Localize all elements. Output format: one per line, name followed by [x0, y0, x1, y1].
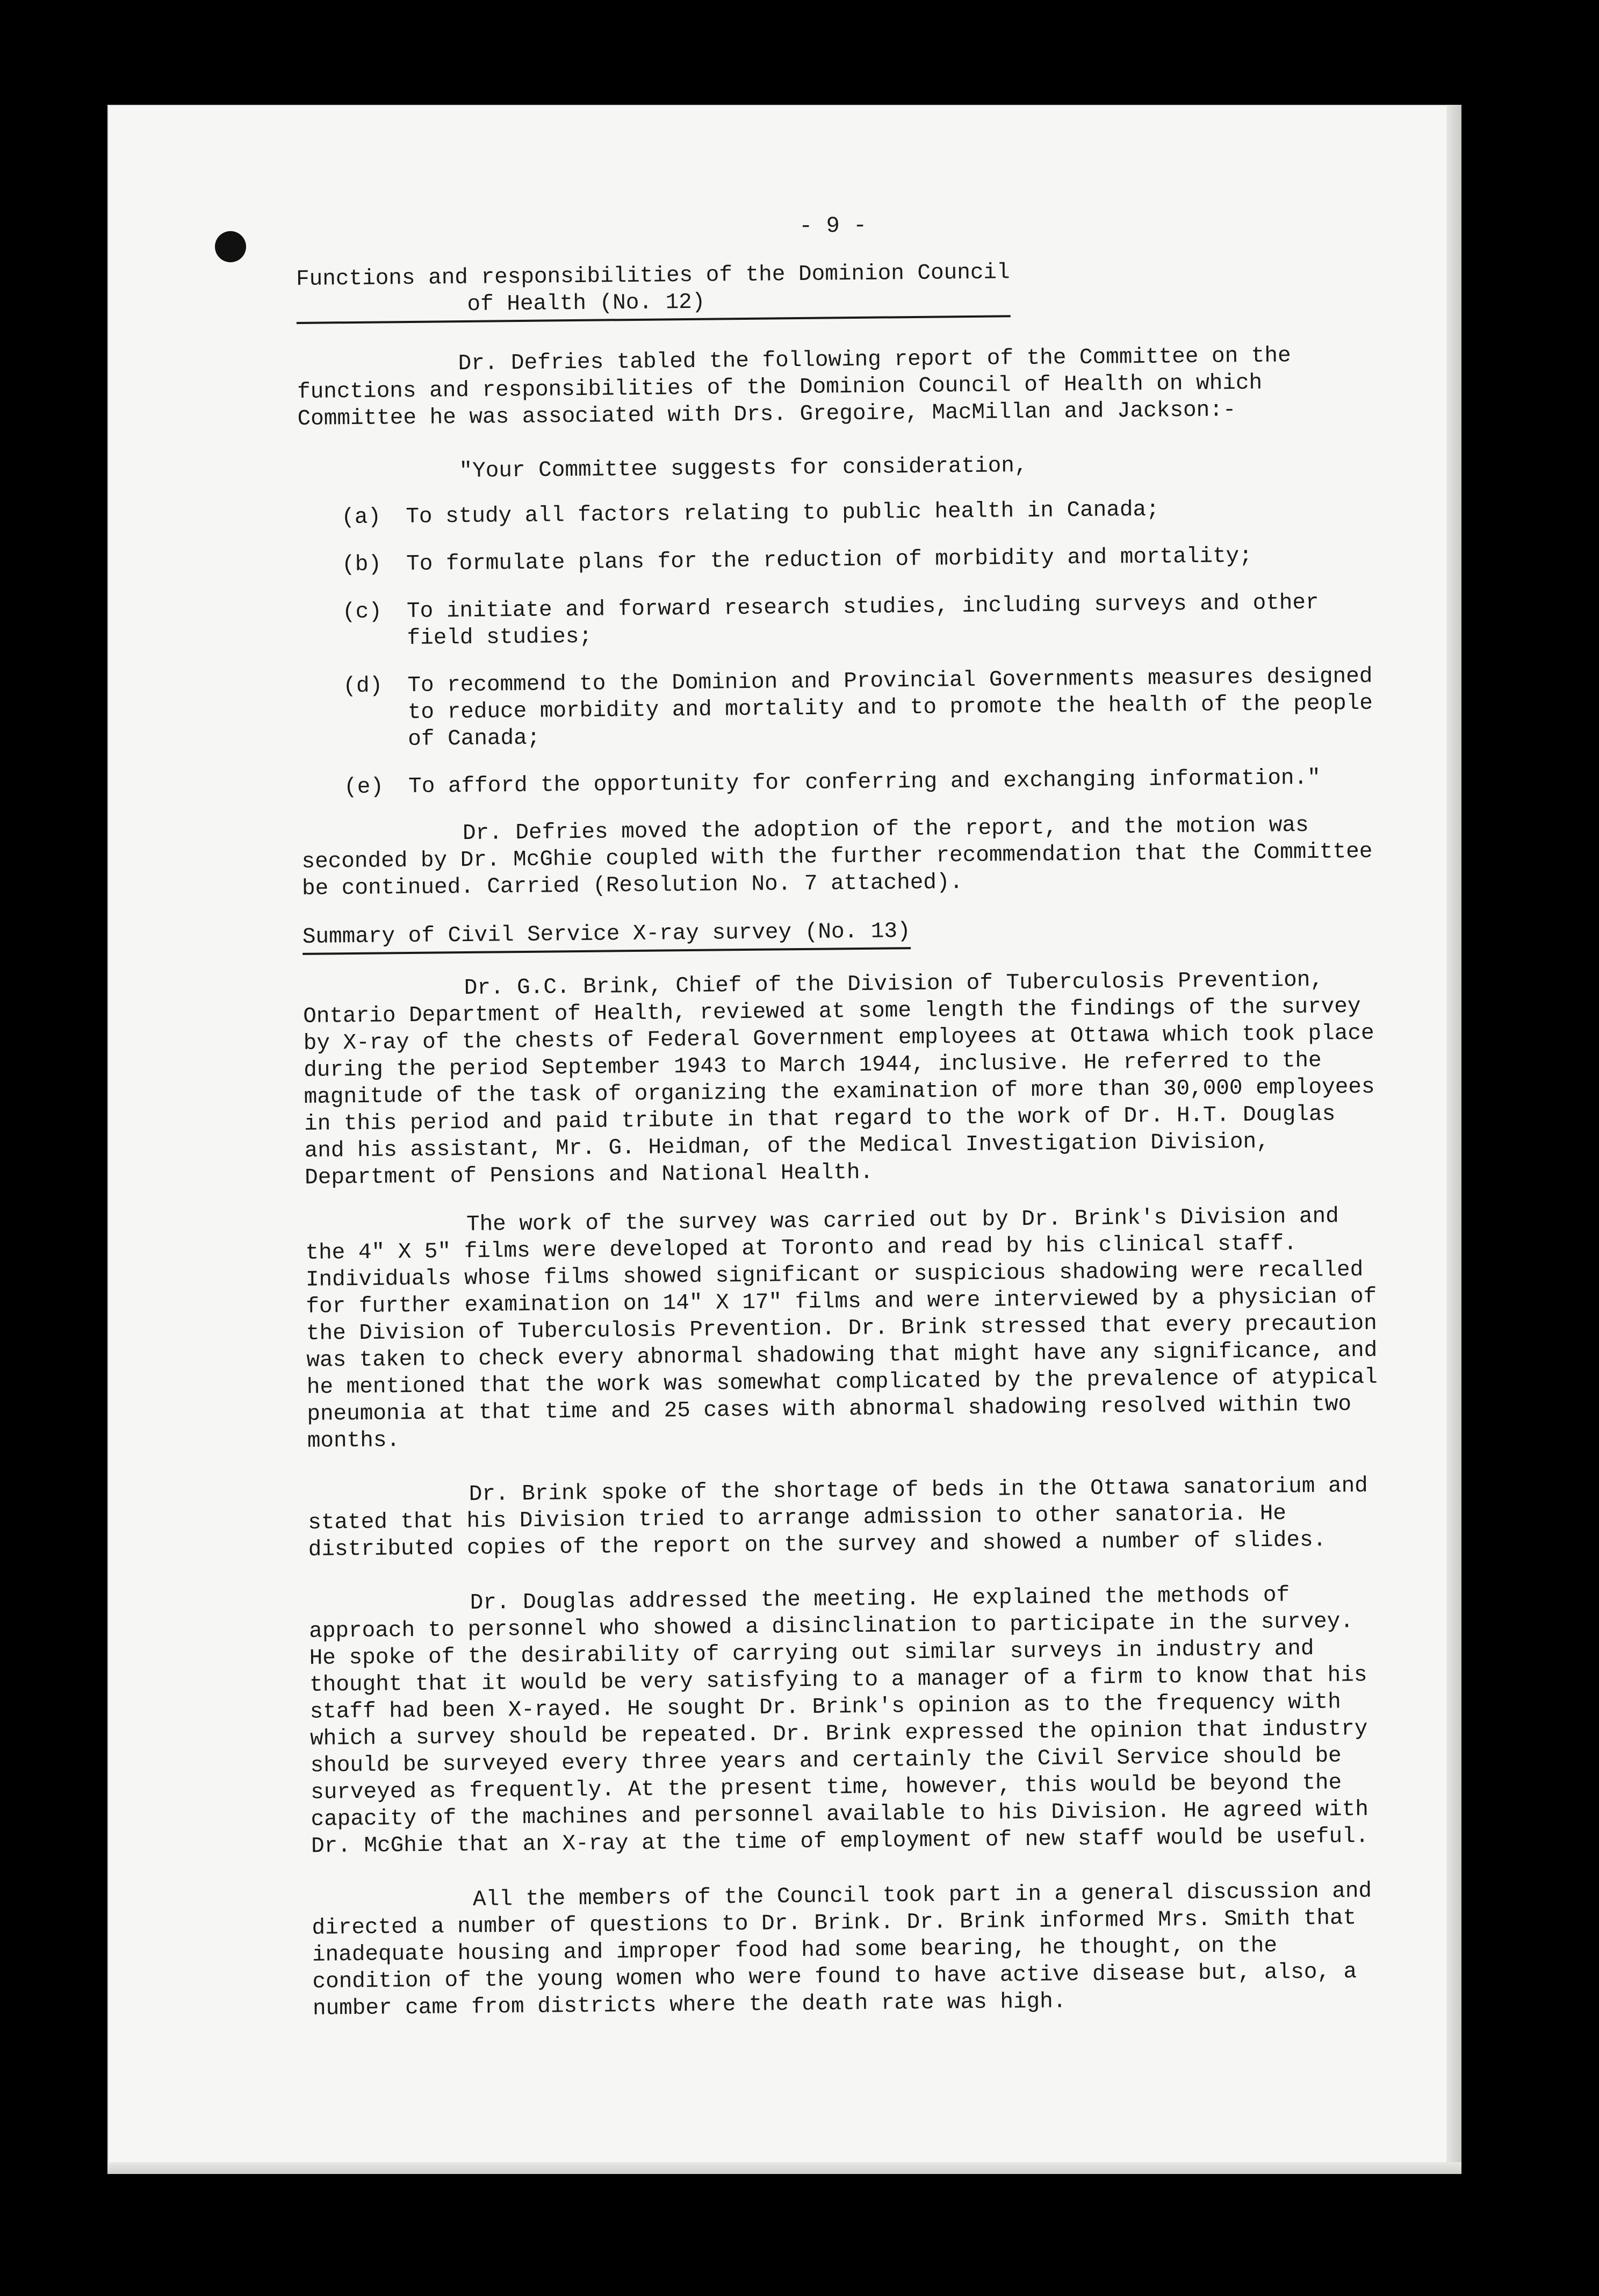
survey-paragraph-5: All the members of the Council took part in a general discussion and directed a number of questions to Dr. Brink. Dr. Brink informed Mrs. Smith that inadequate housing and improper food had some bearing, he thought, on the condition of the young women who were found to have active disease but, also, a number came from districts where the death rate was high.: [312, 1878, 1372, 2021]
list-item: [298, 494, 1373, 532]
document-page: [107, 105, 1461, 2174]
list-item-label: (c): [342, 599, 383, 625]
list-item-text: To initiate and forward research studies, including surveys and other field studies;: [406, 590, 1319, 651]
list-item-text: To afford the opportunity for conferring and exchanging information.": [408, 765, 1321, 800]
survey-paragraph-3: Dr. Brink spoke of the shortage of beds in the Ottawa sanatorium and stated that his Division tried to arrange admission to other sanatoria. He distributed copies of the report on the survey and showed a number of slides.: [308, 1473, 1368, 1562]
section-heading-functions: [296, 259, 1011, 324]
survey-paragraph-1: Dr. G.C. Brink, Chief of the Division of Tuberculosis Prevention, Ontario Department of Health, reviewed at some length the findings of the survey by X-ray of the chests of Federal Government employees at Ottawa which took place during the period September 1943 to March 1944, inclusive. He referred to the magnitude of the task of organizing the examination of more than 30,000 employees in this period and paid tribute in that regard to the work of Dr. H.T. Douglas and his assistant, Mr. G. Heidman, of the Medical Investigation Division, Department of Pensions and National Health.: [303, 967, 1375, 1190]
committee-suggestions-list: [298, 494, 1375, 801]
page-edge-right: [1446, 105, 1461, 2174]
list-item: [299, 589, 1374, 653]
section-heading-xray-survey: Summary of Civil Service X-ray survey (No. 13): [302, 918, 911, 955]
list-item: [300, 663, 1375, 754]
page-edge-bottom: [107, 2162, 1461, 2174]
list-item-label: (a): [341, 505, 381, 530]
list-item-text: To study all factors relating to public health in Canada;: [406, 497, 1159, 530]
page-number: - 9 -: [798, 212, 867, 240]
survey-paragraph-4: Dr. Douglas addressed the meeting. He explained the methods of approach to personnel who showed a disinclination to participate in the survey. He spoke of the desirability of carrying out similar surveys in industry and thought that it would be very satisfying to a manager of a firm to know that his staff had been X-rayed. He sought Dr. Brink's opinion as to the frequency with which a survey should be repeated. Dr. Brink expressed the opinion that industry should be surveyed every three years and certainly the Civil Service should be surveyed as frequently. At the present time, however, this would be beyond the capacity of the machines and personnel available to his Division. He agreed with Dr. McGhie that an X-ray at the time of employment of new staff would be useful.: [309, 1583, 1369, 1859]
survey-paragraph-2: The work of the survey was carried out by Dr. Brink's Division and the 4" X 5" films were developed at Toronto and read by his clinical staff. Individuals whose films showed significant or suspicious shadowing were recalled for further examination on 14" X 17" films and were interviewed by a physician of the Division of Tuberculosis Prevention. Dr. Brink stressed that every precaution was taken to check every abnormal shadowing that might have any significance, and he mentioned that the work was somewhat complicated by the prevalence of atypical pneumonia at that time and 25 cases with abnormal shadowing resolved within two months.: [305, 1204, 1378, 1454]
list-item-label: (e): [343, 774, 384, 800]
heading-line-1: Functions and responsibilities of the Dominion Council: [296, 260, 1010, 292]
list-item-text: To recommend to the Dominion and Provincial Governments measures designed to reduce morbidity and mortality and to promote the health of the people of Canada;: [407, 664, 1373, 752]
motion-paragraph: Dr. Defries moved the adoption of the report, and the motion was seconded by Dr. McGhie coupled with the further recommendation that the Committee be continued. Carried (Resolution No. 7 attached).: [301, 813, 1373, 901]
page-content: [296, 207, 1387, 2022]
list-item-label: (d): [343, 673, 383, 699]
committee-report-intro: Dr. Defries tabled the following report of the Committee on the functions and responsibilities of the Dominion Council of Health on which Committee he was associated with Drs. Gregoire, MacMillan and Jackson:-: [297, 343, 1291, 432]
list-item: [301, 764, 1375, 801]
list-item: [299, 542, 1373, 579]
committee-suggestion-intro: "Your Committee suggests for consideration,: [459, 453, 1028, 484]
list-item-label: (b): [341, 552, 382, 578]
heading-line-2: of Health (No. 12): [467, 290, 705, 317]
list-item-text: To formulate plans for the reduction of morbidity and mortality;: [406, 543, 1253, 577]
punch-hole: [215, 231, 246, 262]
